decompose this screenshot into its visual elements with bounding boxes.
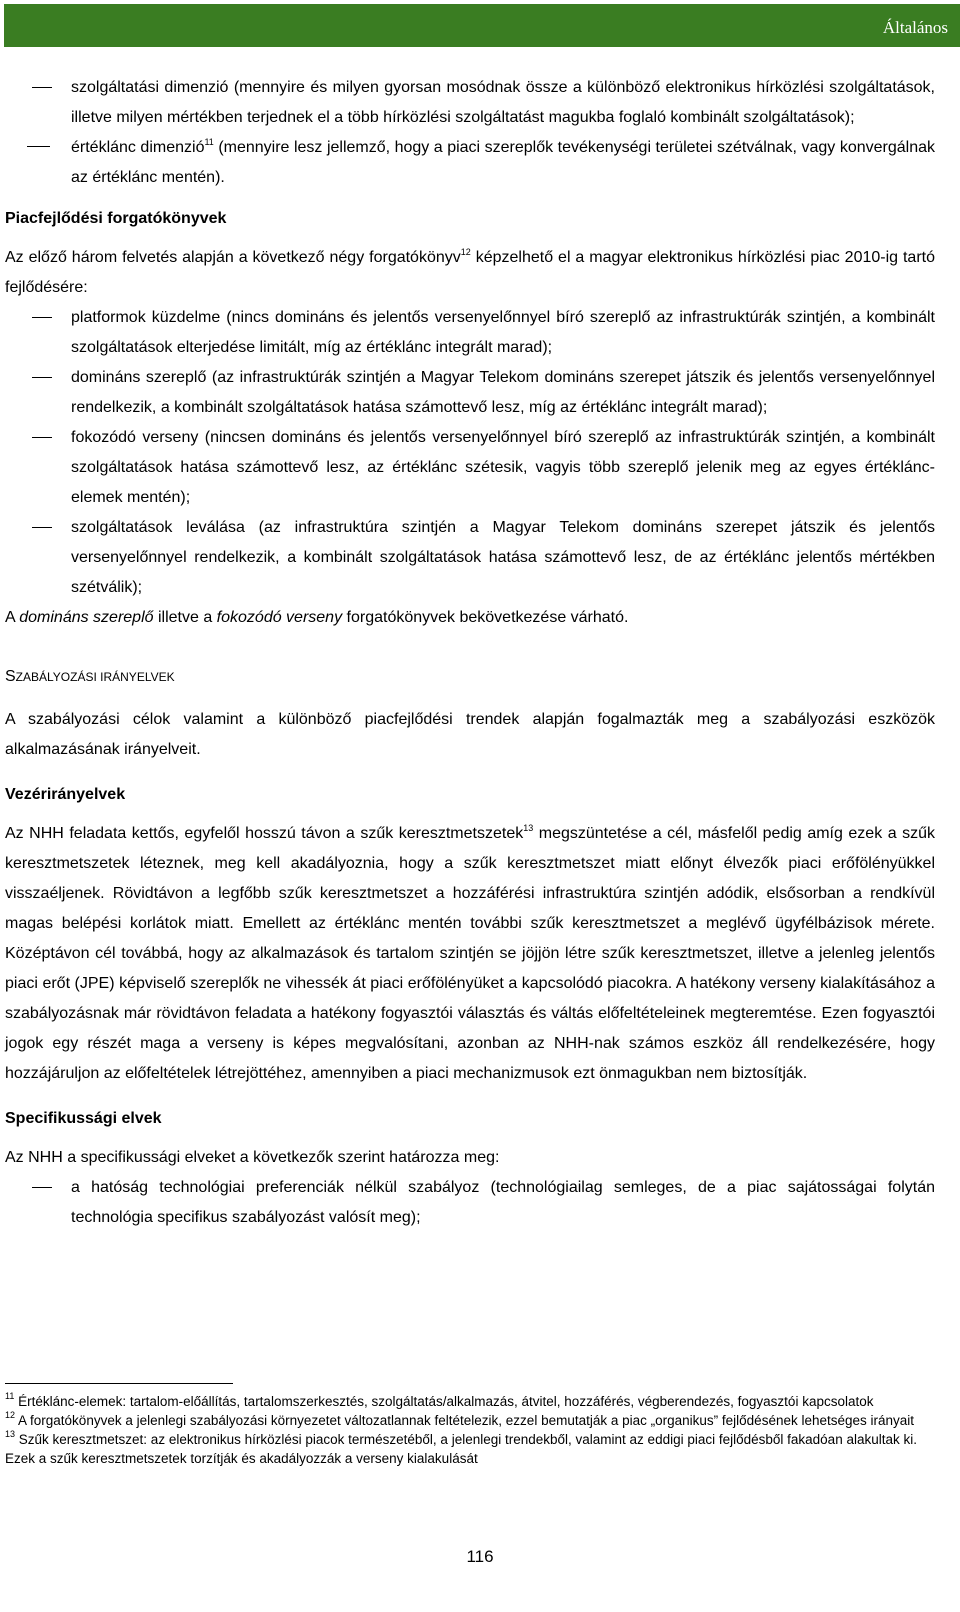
scenario-bullet-1: platformok küzdelme (nincs domináns és jelentős versenyelőnnyel bíró szereplő az infrastruktúrák szintjén, a kombinált szolgáltatások elterjedése limitált, míg az értéklánc integrált marad);	[5, 303, 935, 363]
footnote-ref-12[interactable]: 12	[460, 247, 471, 257]
paragraph-specifikussagi: Az NHH a specifikussági elveket a következők szerint határozza meg:	[5, 1149, 500, 1166]
dash-bullet-icon	[32, 1187, 52, 1188]
header-section-label: Általános	[882, 18, 948, 37]
footnote-12: $^{12}$ A forgatókönyvek a jelenlegi szabályozási környezetet változatlannak feltételezik, ezzel bemutatják a piac „organikus” fejlődésének lehetséges irányait	[5, 1410, 915, 1428]
heading-vezeriranyelvek: Vezérirányelvek	[5, 786, 126, 803]
scenario-bullet-3: fokozódó verseny (nincsen domináns és jelentős versenyelőnnyel bíró szereplő az infrastruktúrák szintjén, a kombinált szolgáltatások hatása számottevő lesz, az értéklánc szétesik, vagyis több szereplő jelenik meg az egyes értéklánc-elemek mentén);	[5, 423, 935, 513]
heading-szabalyozasi-iranyelvek: SZABÁLYOZÁSI IRÁNYELVEK	[5, 668, 175, 685]
dash-bullet-icon	[32, 317, 52, 318]
dash-bullet-icon	[32, 527, 52, 528]
page-number: 116	[466, 1547, 494, 1566]
dash-bullet-icon	[32, 437, 52, 438]
footnote-ref-11[interactable]: 11	[204, 137, 214, 147]
heading-specifikussagi: Specifikussági elvek	[5, 1110, 162, 1127]
paragraph-vezeriranyelvek: Az NHH feladata kettős, egyfelől hosszú távon a szűk keresztmetszetek$^{13}$ megszüntetése a cél, másfelől pedig amíg ezek a szűk keresztmetszetek léteznek, meg kell akadályoznia, hogy a szűk keresztmetszet miatt előnyt élvezők piaci erőfölényükkel visszaéljenek. Rövidtávon a legfőbb szűk keresztmetszet a hozzáférési infrastruktúra szintjén adódik, elsősorban a rendkívül magas belépési korlátok miatt. Emellett az értéklánc mentén további szűk keresztmetszet a meglévő ügyfélbázisok mérete. Középtávon cél továbbá, hogy az alkalmazások és tartalom szintjén se jöjjön létre szűk keresztmetszet, illetve a jelenleg jelentős piaci erőt (JPE) képviselő szereplők ne vihessék át piaci erőfölényüket a kapcsolódó piacokra. A hatékony verseny kialakításához a szabályozásnak már rövidtávon feladata a hatékony fogyasztói választás és váltás előfeltételeinek megteremtése. Ezen fogyasztói jogok egy részét maga a verseny is képes megvalósítani, azonban az NHH-nak számos eszköz áll rendelkezésére, hogy hozzájáruljon az előfeltételek létrejöttéhez, amennyiben a piaci mechanizmusok ezt önmagukban nem biztosítják.	[5, 823, 936, 1082]
footnotes	[5, 1383, 935, 1468]
heading-piacfejlodes: Piacfejlődési forgatókönyvek	[5, 210, 227, 227]
scenario-bullet-2: domináns szereplő (az infrastruktúrák szintjén a Magyar Telekom domináns szerepet játszik és jelentős versenyelőnnyel rendelkezik, a kombinált szolgáltatások hatása számottevő lesz, míg az értéklánc integrált marad);	[5, 363, 935, 423]
footnote-11: $^{11}$ Értéklánc-elemek: tartalom-előállítás, tartalomszerkesztés, szolgáltatás/alkalmazás, átvitel, hozzáférés, végberendezés, fogyasztói kapcsolatok	[5, 1391, 874, 1409]
spec-bullet-1: a hatóság technológiai preferenciák nélkül szabályoz (technológiailag semleges, de a piac sajátosságai folytán technológia specifikus szabályozást valósít meg);	[5, 1173, 935, 1233]
header-bar	[4, 4, 960, 47]
dash-bullet-icon	[27, 146, 50, 147]
intro-bullet-1: szolgáltatási dimenzió (mennyire és milyen gyorsan mosódnak össze a különböző elektronikus hírközlési szolgáltatások, illetve milyen mértékben terjednek el a több hírközlési szolgáltatást magukba foglaló kombinált szolgáltatások);	[5, 73, 935, 133]
intro-bullet-2: értéklánc dimenzió$^{11}$ (mennyire lesz jellemző, hogy a piaci szereplők tevékenységi területei szétválnak, vagy konvergálnak az értéklánc mentén).	[5, 133, 935, 193]
footnote-divider	[5, 1383, 233, 1384]
footnote-13: $^{13}$ Szűk keresztmetszet: az elektronikus hírközlési piacok természetéből, a jelenlegi trendekből, valamint az eddigi piaci fejlődésből fakadóan alakultak ki. Ezek a szűk keresztmetszetek torzítják és akadályozzák a verseny kialakulását	[5, 1429, 917, 1466]
page-content	[5, 73, 935, 1233]
scenario-bullet-4: szolgáltatások leválása (az infrastruktúra szintjén a Magyar Telekom domináns szerepet játszik és jelentős versenyelőnnyel rendelkezik, a kombinált szolgáltatások hatása számottevő lesz, de az értéklánc jelentős mértékben szétválik);	[5, 513, 935, 603]
dash-bullet-icon	[32, 87, 52, 88]
paragraph-piac-conclusion: A domináns szereplő illetve a fokozódó verseny forgatókönyvek bekövetkezése várható.	[5, 609, 629, 626]
paragraph-szabalyozasi: A szabályozási célok valamint a különböző piacfejlődési trendek alapján fogalmazták meg a szabályozási eszközök alkalmazásának irányelveit.	[5, 711, 935, 758]
paragraph-piac-intro: Az előző három felvetés alapján a következő négy forgatókönyv$^{12}$ képzelhető el a magyar elektronikus hírközlési piac 2010-ig tartó fejlődésére:	[5, 247, 936, 296]
footnote-ref-13[interactable]: 13	[523, 823, 534, 833]
dash-bullet-icon	[32, 377, 52, 378]
